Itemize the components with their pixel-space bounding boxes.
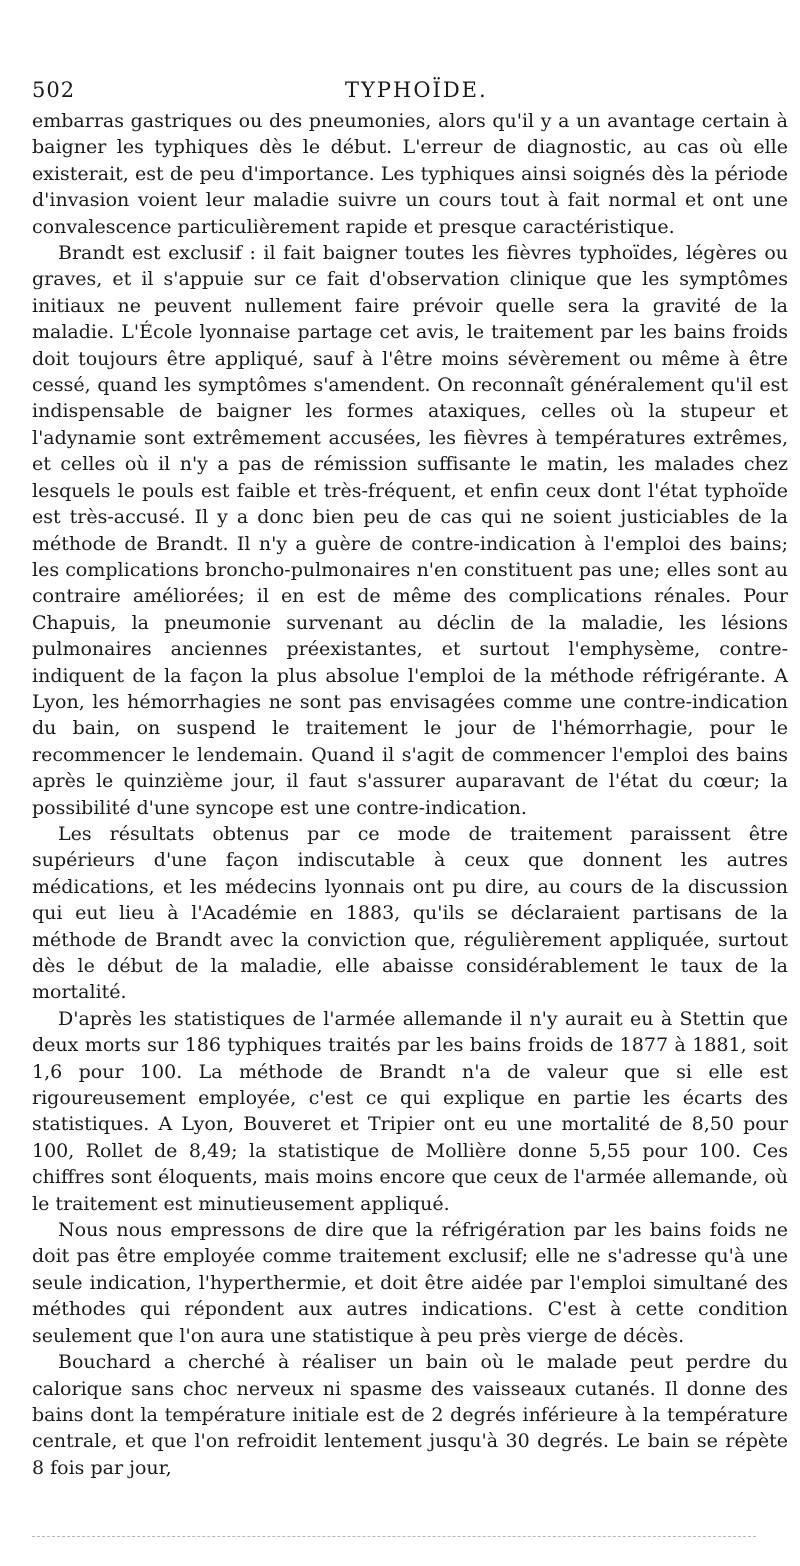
body-text [32,108,788,1481]
page-header [32,78,788,108]
paragraph: Bouchard a cherché à réaliser un bain où le malade peut perdre du calorique sans choc nerveux ni spasme des vaisseaux cutanés. Il donne des bains dont la température initiale est de 2 degrés inférieure à la température centrale, et que l'on refroidit lentement jusqu'à 30 degrés. Le bain se répète 8 fois par jour, [32,1351,788,1479]
running-title: TYPHOÏDE. [345,78,488,102]
paragraph: Les résultats obtenus par ce mode de traitement paraissent être supérieurs d'une façon indiscutable à ceux que donnent les autres médications, et les médecins lyonnais ont pu dire, au cours de la discussion qui eut lieu à l'Académie en 1883, qu'ils se déclaraient partisans de la méthode de Brandt avec la conviction que, régulièrement appliquée, surtout dès le début de la maladie, elle abaisse considérablement le taux de la mortalité. [32,822,788,1004]
footer-rule [32,1536,756,1537]
paragraph: Nous nous empressons de dire que la réfrigération par les bains foids ne doit pas être employée comme traitement exclusif; elle ne s'adresse qu'à une seule indication, l'hyperthermie, et doit être aidée par l'emploi simultané des méthodes qui répondent aux autres indications. C'est à cette condition seulement que l'on aura une statistique à peu près vierge de décès. [32,1219,788,1347]
book-page [32,78,788,1481]
paragraph: D'après les statistiques de l'armée allemande il n'y aurait eu à Stettin que deux morts sur 186 typhiques traités par les bains froids de 1877 à 1881, soit 1,6 pour 100. La méthode de Brandt n'a de valeur que si elle est rigoureusement employée, c'est ce qui explique en partie les écarts des statistiques. A Lyon, Bouveret et Tripier ont eu une mortalité de 8,50 pour 100, Rollet de 8,49; la statistique de Mollière donne 5,55 pour 100. Ces chiffres sont éloquents, mais moins encore que ceux de l'armée allemande, où le traitement est minutieusement appliqué. [32,1007,788,1215]
paragraph: Brandt est exclusif : il fait baigner toutes les fièvres typhoïdes, légères ou graves, et il s'appuie sur ce fait d'observation clinique que les symptômes initiaux ne peuvent nullement faire prévoir quelle sera la gravité de la maladie. L'École lyonnaise partage cet avis, le traitement par les bains froids doit toujours être appliqué, sauf à l'être moins sévèrement ou même à être cessé, quand les symptômes s'amendent. On reconnaît généralement qu'il est indispensable de baigner les formes ataxiques, celles où la stupeur et l'adynamie sont extrêmement accusées, les fièvres à températures extrêmes, et celles où il n'y a pas de rémission suffisante le matin, les malades chez lesquels le pouls est faible et très-fréquent, et enfin ceux dont l'état typhoïde est très-accusé. Il y a donc bien peu de cas qui ne soient justiciables de la méthode de Brandt. Il n'y a guère de contre-indication à l'emploi des bains; les complications broncho-pulmonaires n'en constituent pas une; elles sont au contraire améliorées; il en est de même des complications rénales. Pour Chapuis, la pneumonie survenant au déclin de la maladie, les lésions pulmonaires anciennes préexistantes, et surtout l'emphysème, contre-indiquent de la façon la plus absolue l'emploi de la méthode réfrigérante. A Lyon, les hémorrhagies ne sont pas envisagées comme une contre-indication du bain, on suspend le traitement le jour de l'hémorrhagie, pour le recommencer le lendemain. Quand il s'agit de commencer l'emploi des bains après le quinzième jour, il faut s'assurer auparavant de l'état du cœur; la possibilité d'une syncope est une contre-indication. [32,242,788,819]
page-number: 502 [32,78,76,102]
paragraph-continued: embarras gastriques ou des pneumonies, alors qu'il y a un avantage certain à baigner les typhiques dès le début. L'erreur de diagnostic, au cas où elle existerait, est de peu d'importance. Les typhiques ainsi soignés dès la période d'invasion voient leur maladie suivre un cours tout à fait normal et ont une convalescence particulièrement rapide et presque caractéristique. [32,110,788,238]
